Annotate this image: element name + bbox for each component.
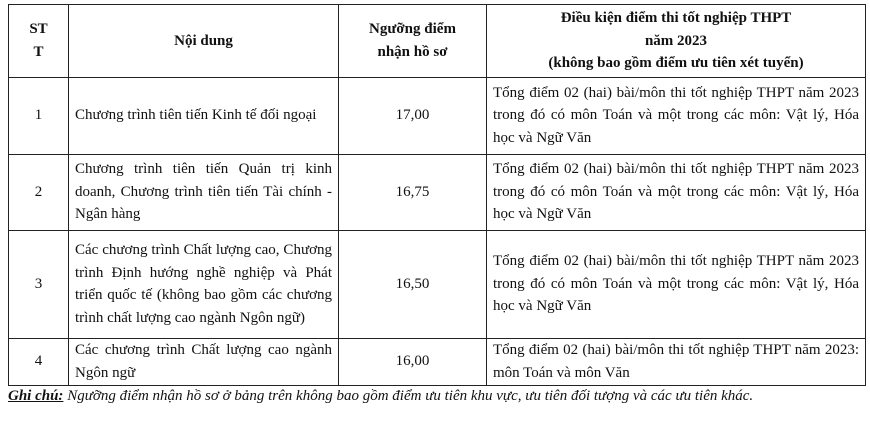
row-condition: Tổng điểm 02 (hai) bài/môn thi tốt nghiệp THPT năm 2023 trong đó có môn Toán và một trong các môn: Vật lý, Hóa học và Ngữ Văn	[487, 77, 866, 154]
row-content: Các chương trình Chất lượng cao ngành Ngôn ngữ	[69, 338, 339, 385]
table-row	[9, 338, 866, 385]
footnote	[8, 385, 858, 407]
row-stt: 3	[9, 230, 69, 338]
row-content: Chương trình tiên tiến Kinh tế đối ngoại	[69, 77, 339, 154]
header-condition-line1: Điều kiện điểm thi tốt nghiệp THPT	[560, 10, 792, 26]
table-row	[9, 230, 866, 338]
table-row	[9, 154, 866, 230]
table-header-row	[9, 5, 866, 78]
header-stt: ST T	[9, 5, 69, 78]
header-content: Nội dung	[69, 5, 339, 78]
header-condition-line3: (không bao gồm điểm ưu tiên xét tuyển)	[548, 55, 804, 71]
table-row	[9, 77, 866, 154]
header-condition-line2: năm 2023	[644, 32, 708, 49]
admission-threshold-table	[8, 4, 866, 386]
footnote-label: Ghi chú:	[8, 388, 64, 404]
footnote-text: Ngưỡng điểm nhận hồ sơ ở bảng trên không bao gồm điểm ưu tiên khu vực, ưu tiên đối tượng và các ưu tiên khác.	[63, 388, 754, 404]
header-score: Ngưỡng điểm nhận hồ sơ	[339, 5, 487, 78]
row-score: 16,75	[339, 154, 487, 230]
row-stt: 2	[9, 154, 69, 230]
row-score: 16,00	[339, 338, 487, 385]
row-stt: 4	[9, 338, 69, 385]
row-content: Chương trình tiên tiến Quản trị kinh doanh, Chương trình tiên tiến Tài chính - Ngân hàng	[69, 154, 339, 230]
row-content: Các chương trình Chất lượng cao, Chương trình Định hướng nghề nghiệp và Phát triển quốc tế (không bao gồm các chương trình chất lượng cao ngành Ngôn ngữ)	[69, 230, 339, 338]
row-score: 16,50	[339, 230, 487, 338]
row-stt: 1	[9, 77, 69, 154]
header-condition	[487, 5, 866, 78]
row-condition: Tổng điểm 02 (hai) bài/môn thi tốt nghiệp THPT năm 2023 trong đó có môn Toán và một trong các môn: Vật lý, Hóa học và Ngữ Văn	[487, 230, 866, 338]
row-score: 17,00	[339, 77, 487, 154]
row-condition: Tổng điểm 02 (hai) bài/môn thi tốt nghiệp THPT năm 2023: môn Toán và môn Văn	[487, 338, 866, 385]
row-condition: Tổng điểm 02 (hai) bài/môn thi tốt nghiệp THPT năm 2023 trong đó có môn Toán và một trong các môn: Vật lý, Hóa học và Ngữ Văn	[487, 154, 866, 230]
